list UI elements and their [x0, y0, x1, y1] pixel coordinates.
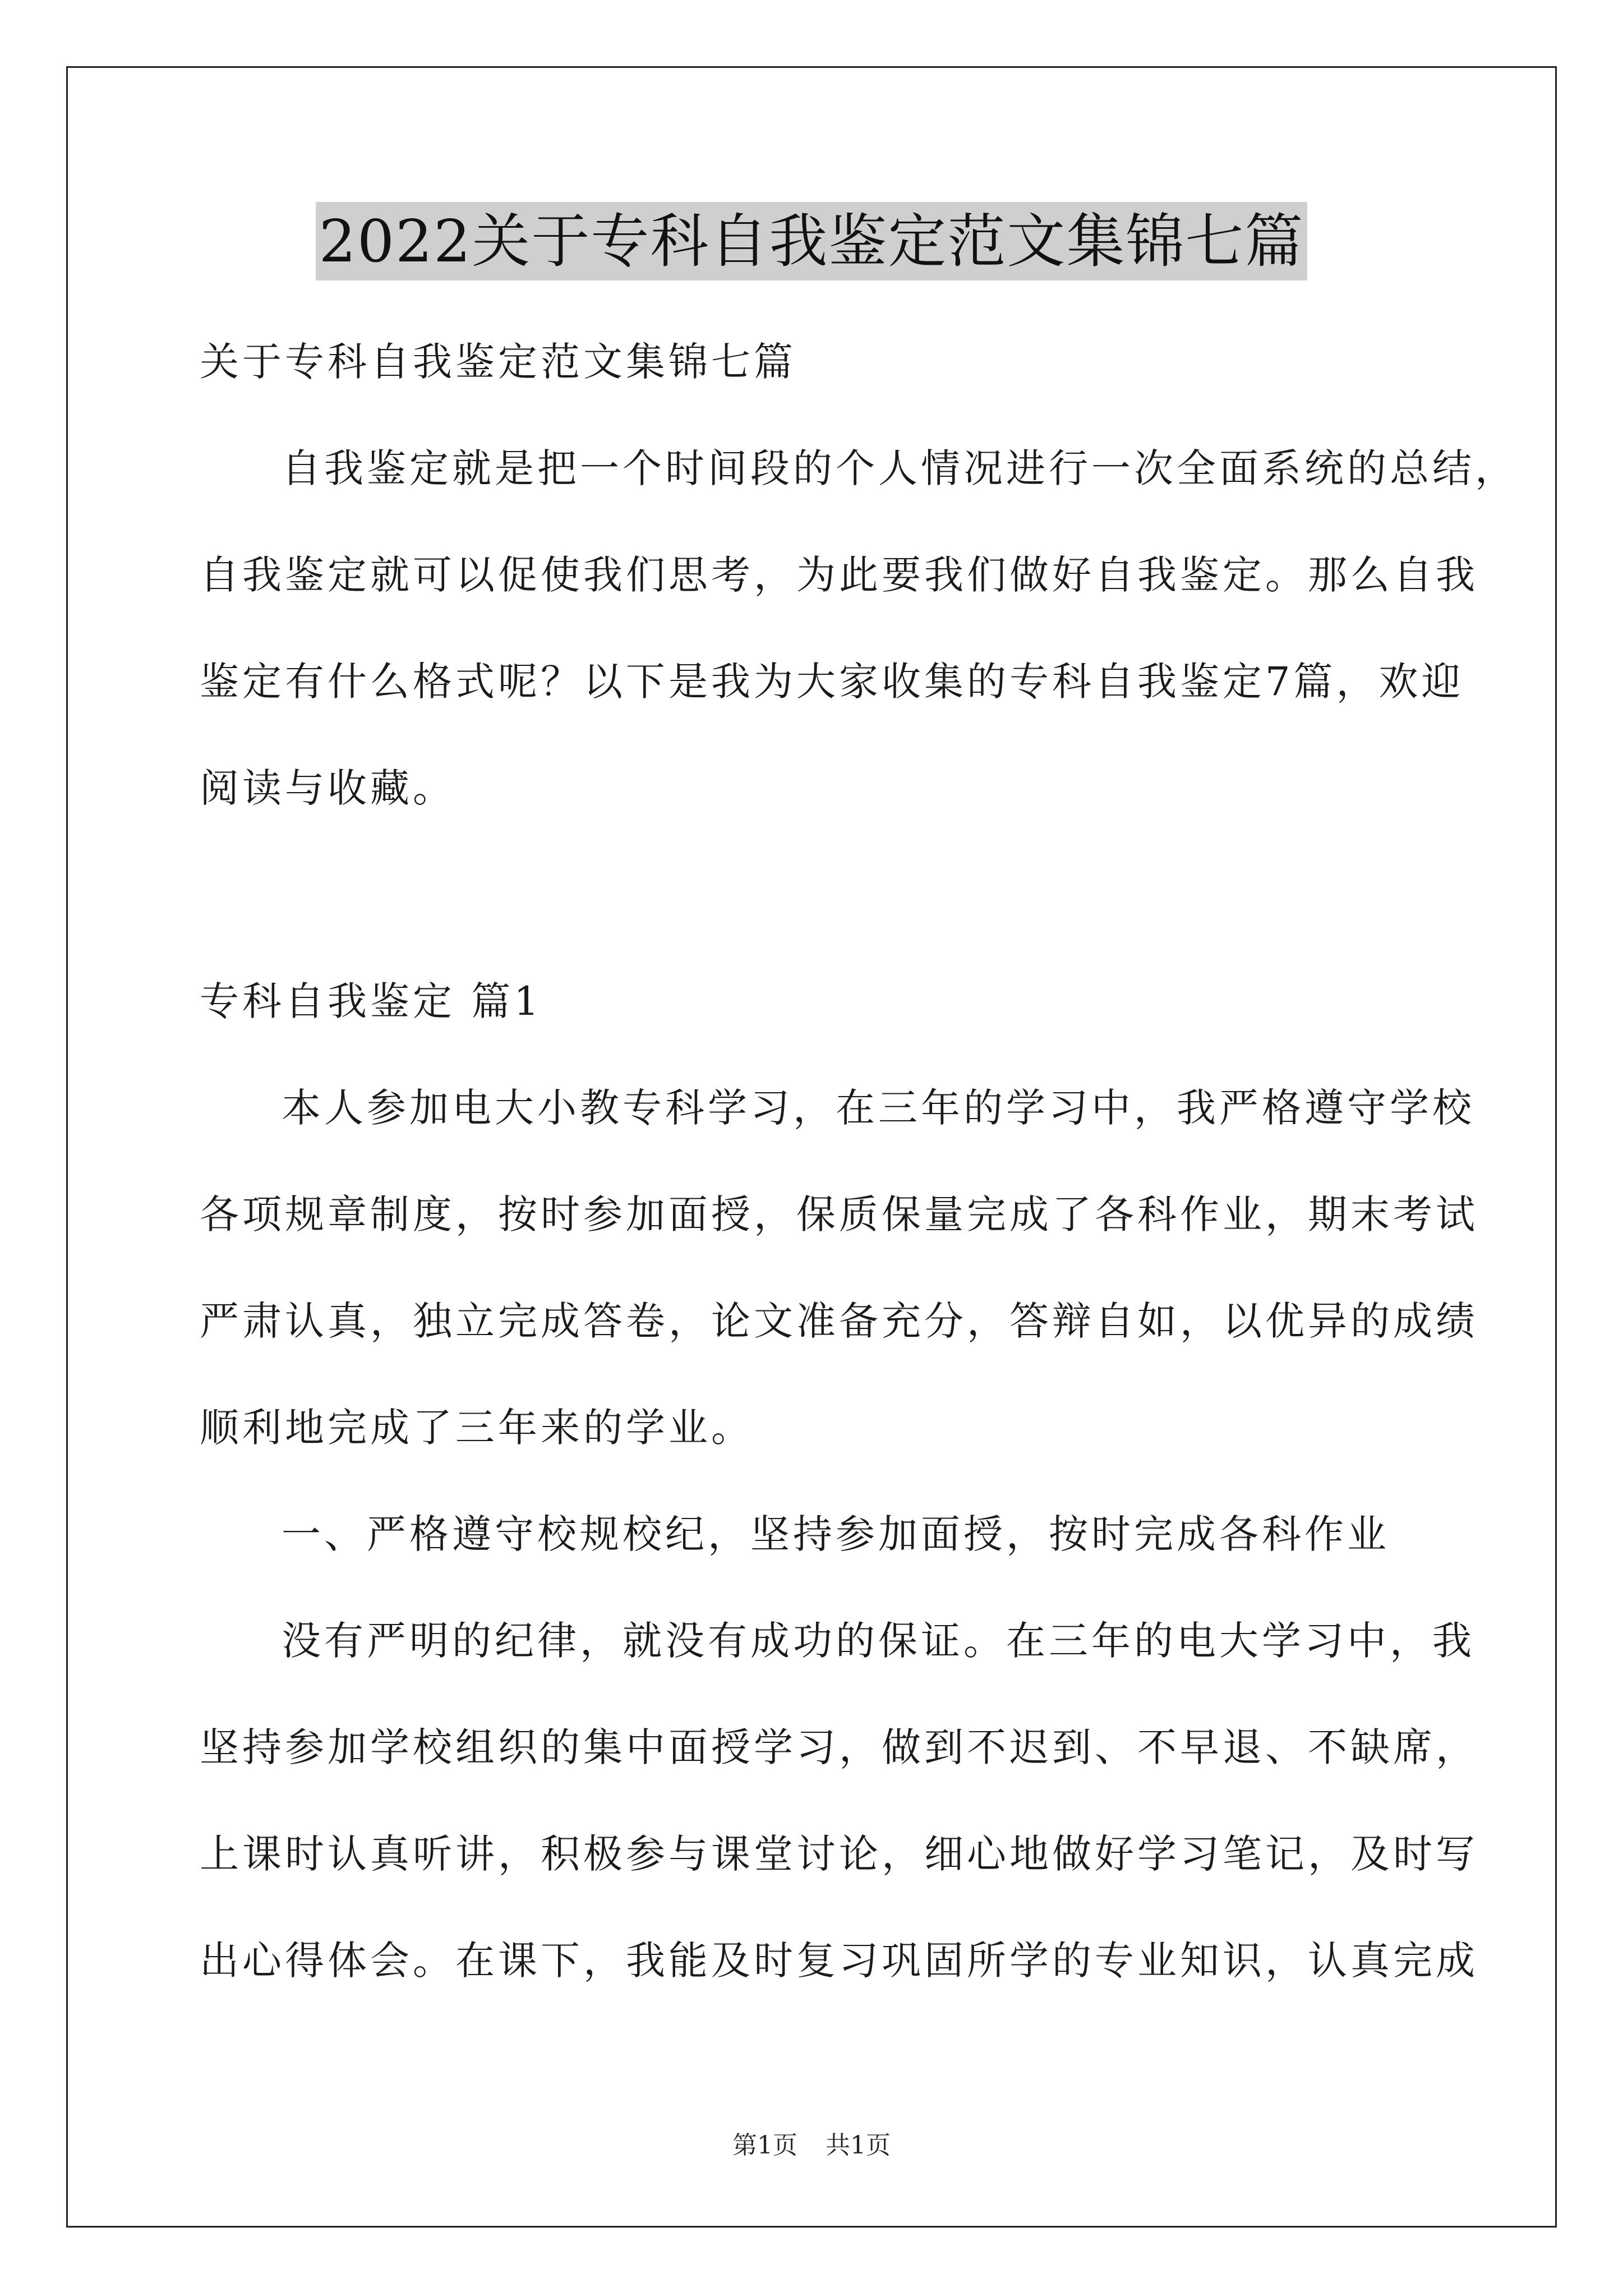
- intro-line: 阅读与收藏。: [200, 765, 455, 811]
- section-heading: 专科自我鉴定 篇1: [200, 978, 542, 1024]
- paragraph-line: 各项规章制度，按时参加面授，保质保量完成了各科作业，期末考试: [200, 1191, 1478, 1237]
- paragraph-line: 没有严明的纪律，就没有成功的保证。在三年的电大学习中，我: [282, 1618, 1475, 1664]
- document-body: [200, 309, 1518, 2014]
- point-heading: 一、严格遵守校规校纪，坚持参加面授，按时完成各科作业: [282, 1511, 1390, 1557]
- paragraph-line: 严肃认真，独立完成答卷，论文准备充分，答辩自如，以优异的成绩: [200, 1298, 1478, 1344]
- document-title: 2022关于专科自我鉴定范文集锦七篇: [316, 202, 1308, 280]
- paragraph-line: 坚持参加学校组织的集中面授学习，做到不迟到、不早退、不缺席，: [200, 1724, 1478, 1770]
- page-number: 第1页: [732, 2131, 797, 2160]
- paragraph-line: 上课时认真听讲，积极参与课堂讨论，细心地做好学习笔记，及时写: [200, 1831, 1478, 1877]
- spacer: [200, 841, 1433, 948]
- page-total: 共1页: [826, 2131, 891, 2160]
- subtitle: 关于专科自我鉴定范文集锦七篇: [200, 339, 796, 385]
- paragraph-line: 顺利地完成了三年来的学业。: [200, 1405, 754, 1451]
- page-footer: [0, 2125, 1623, 2161]
- intro-line: 自我鉴定就可以促使我们思考，为此要我们做好自我鉴定。那么自我: [200, 552, 1478, 598]
- paragraph-line: 本人参加电大小教专科学习，在三年的学习中，我严格遵守学校: [282, 1085, 1475, 1131]
- intro-line: 鉴定有什么格式呢？以下是我为大家收集的专科自我鉴定7篇，欢迎: [200, 659, 1464, 705]
- paragraph-line: 出心得体会。在课下，我能及时复习巩固所学的专业知识，认真完成: [200, 1938, 1478, 1984]
- title-container: [0, 202, 1623, 280]
- intro-line: 自我鉴定就是把一个时间段的个人情况进行一次全面系统的总结，: [282, 445, 1518, 491]
